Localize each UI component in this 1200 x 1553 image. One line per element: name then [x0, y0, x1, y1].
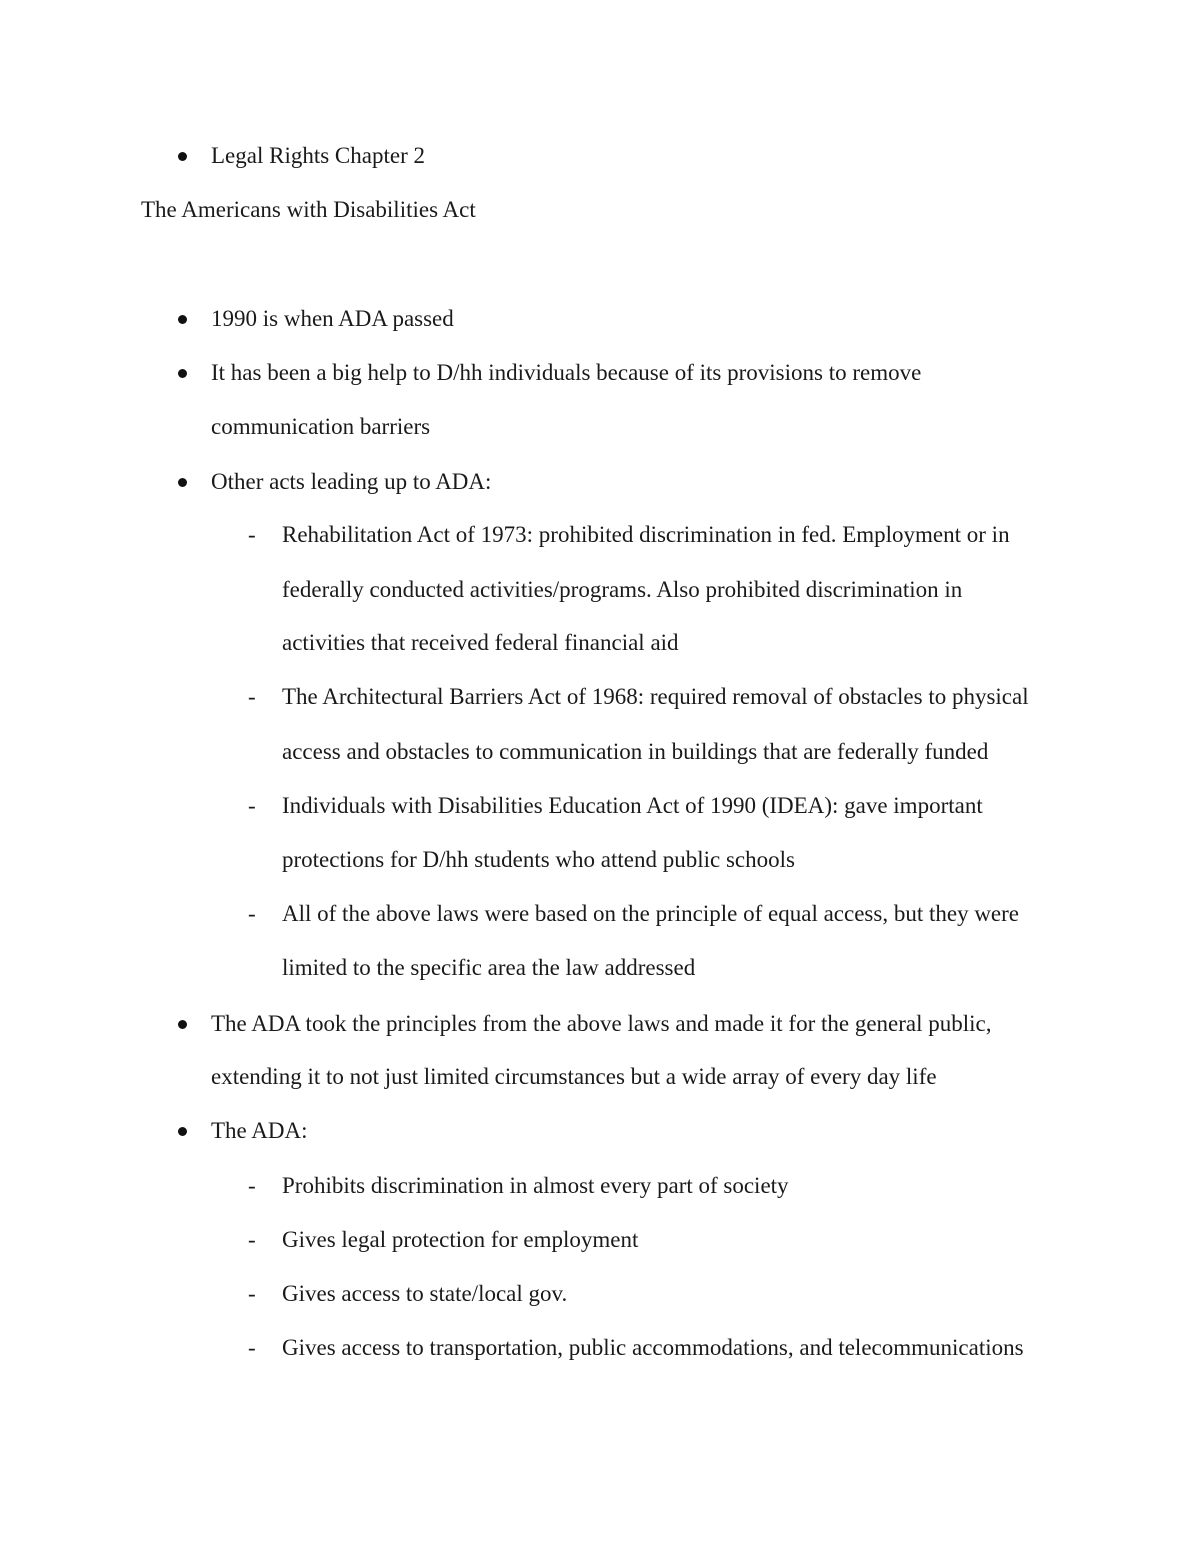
rehab-act-line-1: Rehabilitation Act of 1973: prohibited discrimination in fed. Employment or in: [282, 522, 1010, 547]
ada-employment-text: Gives legal protection for employment: [282, 1227, 639, 1252]
dash-marker: -: [248, 1227, 256, 1252]
bullet-other-acts-text: Other acts leading up to ADA:: [211, 469, 492, 494]
bullet-dot: [178, 152, 187, 161]
bullet-dot: [178, 1020, 187, 1029]
the-ada-text: The ADA:: [211, 1118, 308, 1143]
dash-marker: -: [248, 684, 256, 709]
dash-marker: -: [248, 793, 256, 818]
bullet-dot: [178, 315, 187, 324]
page-heading: The Americans with Disabilities Act: [141, 197, 476, 222]
dash-marker: -: [248, 522, 256, 547]
idea-act-line-1: Individuals with Disabilities Education Act of 1990 (IDEA): gave important: [282, 793, 983, 818]
title-bullet-text: Legal Rights Chapter 2: [211, 143, 425, 168]
ada-prohibits-text: Prohibits discrimination in almost every part of society: [282, 1173, 789, 1198]
arch-act-line-1: The Architectural Barriers Act of 1968: required removal of obstacles to physical: [282, 684, 1029, 709]
ada-state-text: Gives access to state/local gov.: [282, 1281, 568, 1306]
bullet-dot: [178, 1127, 187, 1136]
bullet-dot: [178, 369, 187, 378]
idea-act-line-2: protections for D/hh students who attend public schools: [282, 847, 795, 872]
ada-transport-text: Gives access to transportation, public accommodations, and telecommunications: [282, 1335, 1024, 1360]
bullet-1990-text: 1990 is when ADA passed: [211, 306, 454, 331]
ada-took-line-1: The ADA took the principles from the above laws and made it for the general public,: [211, 1011, 992, 1036]
ada-took-line-2: extending it to not just limited circumstances but a wide array of every day life: [211, 1064, 937, 1089]
arch-act-line-2: access and obstacles to communication in buildings that are federally funded: [282, 739, 989, 764]
above-laws-line-2: limited to the specific area the law addressed: [282, 955, 696, 980]
dash-marker: -: [248, 1281, 256, 1306]
bullet-help-line-1: It has been a big help to D/hh individuals because of its provisions to remove: [211, 360, 922, 385]
rehab-act-line-3: activities that received federal financial aid: [282, 630, 679, 655]
bullet-dot: [178, 478, 187, 487]
dash-marker: -: [248, 1335, 256, 1360]
bullet-help-line-2: communication barriers: [211, 414, 431, 439]
dash-marker: -: [248, 1173, 256, 1198]
dash-marker: -: [248, 901, 256, 926]
rehab-act-line-2: federally conducted activities/programs. Also prohibited discrimination in: [282, 577, 963, 602]
above-laws-line-1: All of the above laws were based on the principle of equal access, but they were: [282, 901, 1019, 926]
